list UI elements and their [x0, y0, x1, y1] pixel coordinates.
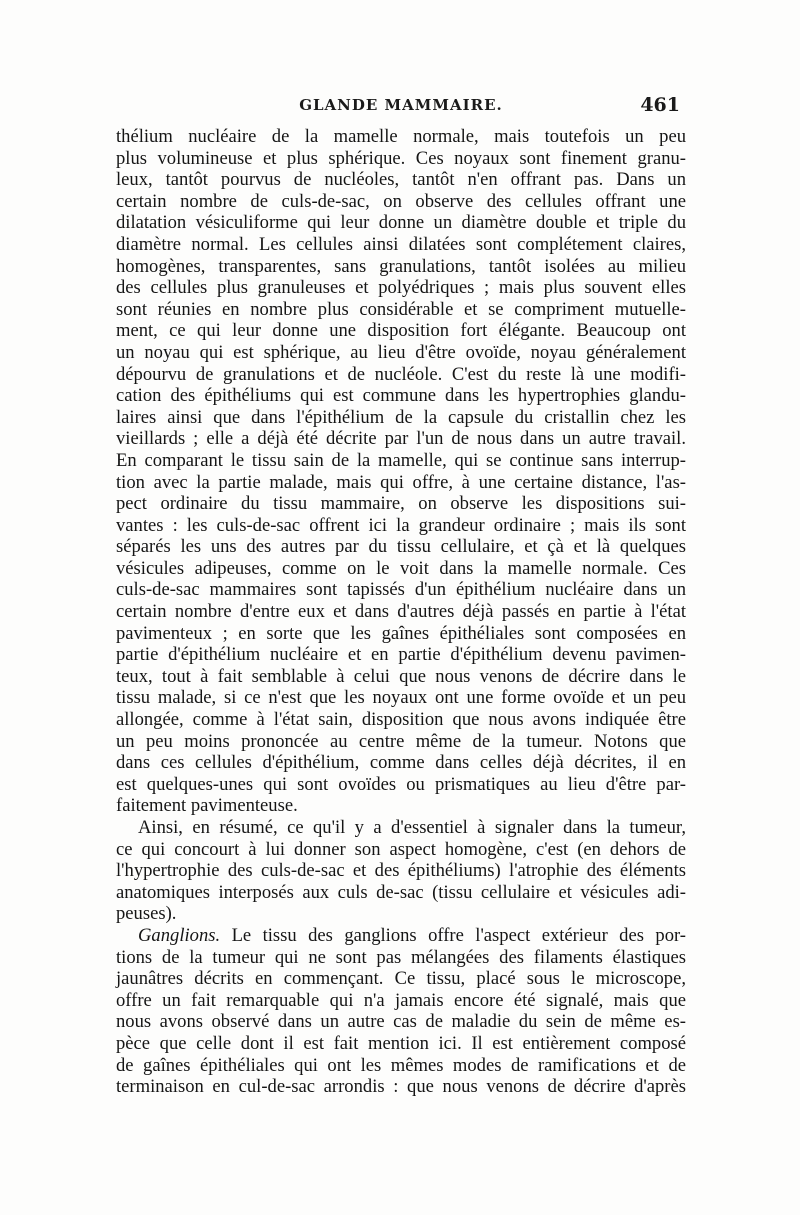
- body-text: [116, 126, 686, 1098]
- text-line: terminaison en cul-de-sac arrondis : que nous venons de décrire d'après: [116, 1076, 686, 1098]
- text-line: laires ainsi que dans l'épithélium de la capsule du cristallin chez les: [116, 406, 686, 428]
- text-line: leux, tantôt pourvus de nucléoles, tantôt n'en offrant pas. Dans un: [116, 169, 686, 191]
- text-line: dans ces cellules d'épithélium, comme dans celles déjà décrites, il en: [116, 752, 686, 774]
- text-line: de gaînes épithéliales qui ont les mêmes modes de ramifications et de: [116, 1054, 686, 1076]
- text-line: allongée, comme à l'état sain, disposition que nous avons indiquée être: [116, 709, 686, 731]
- text-line: est quelques-unes qui sont ovoïdes ou prismatiques au lieu d'être par-: [116, 773, 686, 795]
- text-line: certain nombre d'entre eux et dans d'autres déjà passés en partie à l'état: [116, 601, 686, 623]
- text-line: ment, ce qui leur donne une disposition fort élégante. Beaucoup ont: [116, 320, 686, 342]
- text-line: En comparant le tissu sain de la mamelle, qui se continue sans interrup-: [116, 449, 686, 471]
- text-line: pect ordinaire du tissu mammaire, on observe les dispositions sui-: [116, 493, 686, 515]
- text-line: vieillards ; elle a déjà été décrite par l'un de nous dans un autre travail.: [116, 428, 686, 450]
- page-number: 461: [640, 94, 680, 116]
- text-line: pèce que celle dont il est fait mention ici. Il est entièrement composé: [116, 1032, 686, 1054]
- text-line: nous avons observé dans un autre cas de maladie du sein de même es-: [116, 1011, 686, 1033]
- text-line: Ainsi, en résumé, ce qu'il y a d'essentiel à signaler dans la tumeur,: [138, 817, 686, 838]
- text-line: peuses).: [116, 903, 177, 925]
- text-line: l'hypertrophie des culs-de-sac et des épithéliums) l'atrophie des éléments: [116, 860, 686, 882]
- text-line: anatomiques interposés aux culs de-sac (tissu cellulaire et vésicules adi-: [116, 881, 686, 903]
- text-line-rest: Le tissu des ganglions offre l'aspect extérieur des por-: [220, 924, 686, 946]
- text-line: des cellules plus granuleuses et polyédriques ; mais plus souvent elles: [116, 277, 686, 299]
- text-line: offre un fait remarquable qui n'a jamais encore été signalé, mais que: [116, 989, 686, 1011]
- text-line: pavimenteux ; en sorte que les gaînes épithéliales sont composées en: [116, 622, 686, 644]
- text-line: tion avec la partie malade, mais qui offre, à une certaine distance, l'as-: [116, 471, 686, 493]
- text-line: homogènes, transparentes, sans granulations, tantôt isolées au milieu: [116, 255, 686, 277]
- text-line: séparés les uns des autres par du tissu cellulaire, et çà et là quelques: [116, 536, 686, 558]
- text-line: ce qui concourt à lui donner son aspect homogène, c'est (en dehors de: [116, 838, 686, 860]
- text-line: thélium nucléaire de la mamelle normale, mais toutefois un peu: [116, 126, 686, 147]
- text-line: cation des épithéliums qui est commune dans les hypertrophies glandu-: [116, 385, 686, 407]
- text-line: plus volumineuse et plus sphérique. Ces noyaux sont finement granu-: [116, 147, 686, 169]
- text-line: jaunâtres décrits en commençant. Ce tissu, placé sous le microscope,: [116, 968, 686, 990]
- text-line: dépourvu de granulations et de nucléole. C'est du reste là une modifi-: [116, 363, 686, 385]
- text-line: faitement pavimenteuse.: [116, 795, 298, 817]
- text-line: dilatation vésiculiforme qui leur donne un diamètre double et triple du: [116, 212, 686, 234]
- text-line: diamètre normal. Les cellules ainsi dilatées sont complétement claires,: [116, 233, 686, 255]
- text-line: teux, tout à fait semblable à celui que nous venons de décrire dans le: [116, 665, 686, 687]
- text-line: vantes : les culs-de-sac offrent ici la grandeur ordinaire ; mais ils sont: [116, 514, 686, 536]
- text-line: certain nombre de culs-de-sac, on observe des cellules offrant une: [116, 190, 686, 212]
- text-line: tions de la tumeur qui ne sont pas mélangées des filaments élastiques: [116, 946, 686, 968]
- text-line: sont réunies en nombre plus considérable et se compriment mutuelle-: [116, 298, 686, 320]
- text-line: tissu malade, si ce n'est que les noyaux ont une forme ovoïde et un peu: [116, 687, 686, 709]
- running-title: GLANDE MAMMAIRE.: [299, 96, 503, 114]
- paragraph-ganglions: [116, 925, 686, 1098]
- section-lead-ganglions: Ganglions.: [138, 924, 221, 946]
- text-line: un noyau qui est sphérique, au lieu d'être ovoïde, noyau généralement: [116, 341, 686, 363]
- text-line: vésicules adipeuses, comme on le voit dans la mamelle normale. Ces: [116, 557, 686, 579]
- text-line: un peu moins prononcée au centre même de la tumeur. Notons que: [116, 730, 686, 752]
- paragraph-summary: [116, 817, 686, 925]
- text-line: partie d'épithélium nucléaire et en partie d'épithélium devenu pavimen-: [116, 644, 686, 666]
- running-head: [116, 94, 686, 120]
- paragraph-epithelium: [116, 126, 686, 817]
- text-line: culs-de-sac mammaires sont tapissés d'un épithélium nucléaire dans un: [116, 579, 686, 601]
- text-line-first: [116, 925, 686, 947]
